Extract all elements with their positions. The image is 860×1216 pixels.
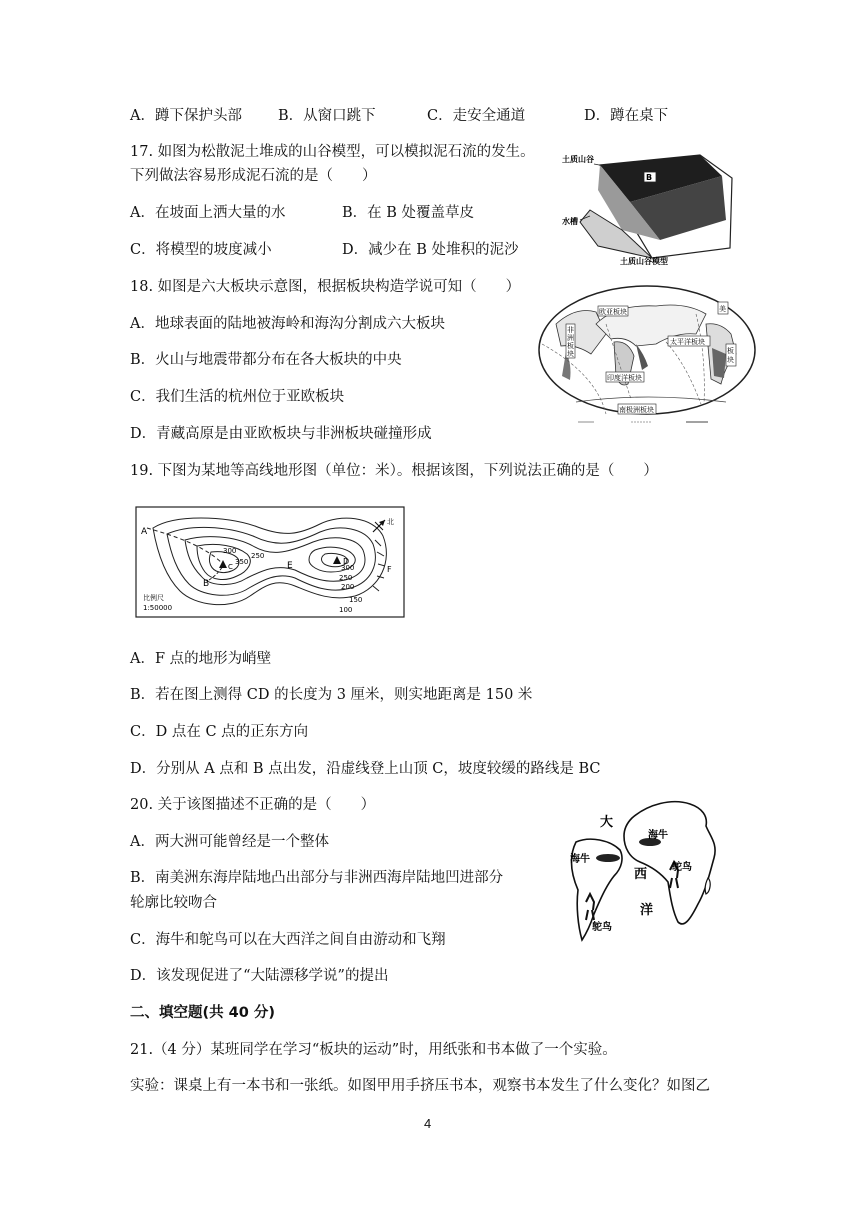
- q20-option-a: A．两大洲可能曾经是一个整体: [130, 834, 329, 850]
- african-plate-char-4: 块: [567, 350, 574, 358]
- contour-label-b: B: [203, 579, 210, 589]
- continents-char-xi: 西: [634, 867, 648, 882]
- african-plate-char-1: 非: [567, 326, 574, 334]
- valley-b-label: B: [646, 173, 653, 182]
- plates-map-figure: [536, 284, 758, 434]
- indian-plate-label: 印度洋板块: [607, 374, 642, 382]
- q21-line2: 实验：课桌上有一本书和一张纸。如图甲用手挤压书本，观察书本发生了什么变化？如图乙: [130, 1078, 710, 1094]
- q17-option-d: D．减少在 B 处堆积的泥沙: [342, 242, 519, 258]
- contour-350: 350: [235, 558, 249, 566]
- pacific-plate-label: 太平洋板块: [670, 338, 705, 346]
- continents-char-da: 大: [600, 815, 614, 830]
- valley-bottom-label: 土质山谷模型: [620, 257, 668, 266]
- q19-option-c: C．D 点在 C 点的正东方向: [130, 724, 309, 740]
- q19-option-d: D．分别从 A 点和 B 点出发，沿虚线登上山顶 C，坡度较缓的路线是 BC: [130, 761, 601, 777]
- q20-stem: 20. 关于该图描述不正确的是（ ）: [130, 797, 376, 813]
- q18-option-c: C．我们生活的杭州位于亚欧板块: [130, 389, 345, 405]
- q18-stem: 18. 如图是六大板块示意图，根据板块构造学说可知（ ）: [130, 279, 521, 295]
- q20-option-b: B．南美洲东海岸陆地凸出部分与非洲西海岸陆地凹进部分: [130, 870, 504, 886]
- contour-label-f: F: [387, 565, 392, 574]
- q19-option-b: B．若在图上测得 CD 的长度为 3 厘米，则实地距离是 150 米: [130, 687, 533, 703]
- q19-option-a: A．F 点的地形为峭壁: [130, 651, 272, 667]
- american-plate-suffix-char-1: 板: [727, 347, 734, 355]
- valley-side-label: 水槽: [562, 217, 578, 226]
- scale-title: 比例尺: [143, 594, 164, 602]
- q18-option-d: D．青藏高原是由亚欧板块与非洲板块碰撞形成: [130, 426, 432, 442]
- african-plate-char-2: 洲: [567, 334, 574, 342]
- contour-300-right: 300: [341, 564, 355, 572]
- q17-stem-line1: 17. 如图为松散泥土堆成的山谷模型，可以模拟泥石流的发生。: [130, 144, 535, 160]
- continents-char-yang: 洋: [640, 903, 654, 918]
- ostrich-right-label: 鸵鸟: [672, 862, 692, 873]
- contour-label-c: C: [228, 563, 233, 571]
- q18-option-a: A．地球表面的陆地被海岭和海沟分割成六大板块: [130, 316, 445, 332]
- contour-300-left: 300: [223, 547, 237, 555]
- african-plate-char-3: 板: [567, 342, 574, 350]
- american-plate-char: 美: [719, 305, 726, 313]
- q20-option-b-cont: 轮廓比较吻合: [130, 895, 217, 911]
- q16-option-c: C．走安全通道: [427, 108, 526, 124]
- q17-option-c: C．将模型的坡度减小: [130, 242, 272, 258]
- valley-top-label: 土质山谷: [562, 155, 594, 164]
- page-number: 4: [424, 1116, 432, 1131]
- antarctic-plate-label: 南极洲板块: [619, 406, 654, 414]
- contour-map-figure: [135, 506, 405, 618]
- q17-stem-line2: 下列做法容易形成泥石流的是（ ）: [130, 168, 377, 184]
- eurasian-plate-label: 欧亚板块: [599, 308, 627, 316]
- section-2-title: 二、填空题(共 40 分): [130, 1005, 276, 1021]
- plates-map-legend: [576, 418, 708, 428]
- q16-option-d: D．蹲在桌下: [584, 108, 669, 124]
- q17-option-b: B．在 B 处覆盖草皮: [342, 205, 475, 221]
- african-plate-label: [567, 325, 574, 358]
- q20-option-c: C．海牛和鸵鸟可以在大西洋之间自由游动和飞翔: [130, 932, 446, 948]
- q16-option-b: B．从窗口跳下: [278, 108, 376, 124]
- manatee-left-label: 海牛: [570, 854, 590, 865]
- continents-figure: [560, 796, 722, 942]
- q16-option-a: A．蹲下保护头部: [130, 108, 242, 124]
- contour-200: 200: [341, 583, 355, 591]
- valley-model-figure: [560, 150, 740, 268]
- contour-150: 150: [349, 596, 363, 604]
- ostrich-left-label: 鸵鸟: [592, 922, 612, 933]
- q21-line1: 21.（4 分）某班同学在学习“板块的运动”时，用纸张和书本做了一个实验。: [130, 1042, 617, 1058]
- contour-label-a: A: [141, 527, 148, 537]
- north-label: 北: [387, 518, 394, 526]
- q19-stem: 19. 下图为某地等高线地形图（单位：米）。根据该图，下列说法正确的是（ ）: [130, 463, 658, 479]
- american-plate-suffix-char-2: 块: [727, 356, 734, 364]
- contour-250-left: 250: [251, 552, 265, 560]
- q20-option-d: D．该发现促进了“大陆漂移学说”的提出: [130, 968, 389, 984]
- scale-value: 1:50000: [143, 604, 173, 612]
- q17-option-a: A．在坡面上洒大量的水: [130, 205, 286, 221]
- q18-option-b: B．火山与地震带都分布在各大板块的中央: [130, 352, 402, 368]
- manatee-right-label: 海牛: [648, 830, 668, 841]
- contour-250-right: 250: [339, 574, 353, 582]
- contour-label-e: E: [287, 561, 293, 571]
- contour-label-d: D: [343, 557, 350, 566]
- contour-100: 100: [339, 606, 353, 614]
